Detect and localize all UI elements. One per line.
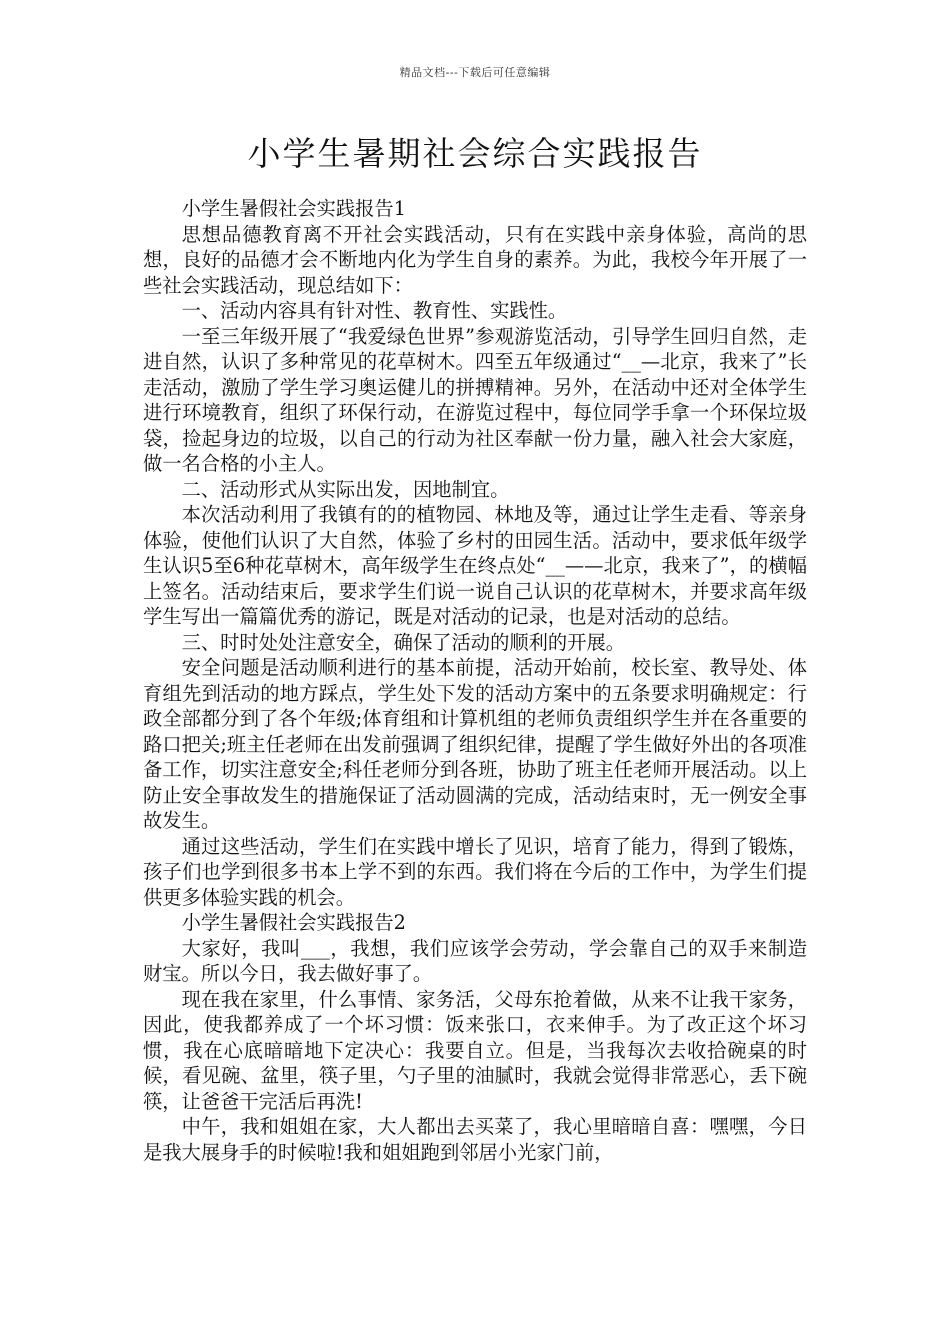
document-body xyxy=(143,196,807,1165)
body-paragraph: 安全问题是活动顺利进行的基本前提，活动开始前，校长室、教导处、体育组先到活动的地方踩点，学生处下发的活动方案中的五条要求明确规定：行政全部都分到了各个年级;体育组和计算机组的老师负责组织学生并在各重要的路口把关;班主任老师在出发前强调了组织纪律，提醒了学生做好外出的各项准备工作，切实注意安全;科任老师分到各班，协助了班主任老师开展活动。以上防止安全事故发生的措施保证了活动圆满的完成，活动结束时，无一例安全事故发生。 xyxy=(143,656,807,832)
section-heading: 二、活动形式从实际出发，因地制宜。 xyxy=(181,477,510,501)
body-paragraph: 本次活动利用了我镇有的的植物园、林地及等，通过让学生走看、等亲身体验，使他们认识了大自然，体验了乡村的田园生活。活动中，要求低年级学生认识5至6种花草树木，高年级学生在终点处“__——北京，我来了”，的横幅上签名。活动结束后，要求学生们说一说自己认识的花草树木，并要求高年级学生写出一篇篇优秀的游记，既是对活动的记录，也是对活动的总结。 xyxy=(143,503,807,628)
body-paragraph: 大家好，我叫___，我想，我们应该学会劳动，学会靠自己的双手来制造财宝。所以今日，我去做好事了。 xyxy=(143,936,807,985)
body-paragraph: 一至三年级开展了“我爱绿色世界”参观游览活动，引导学生回归自然，走进自然，认识了多种常见的花草树木。四至五年级通过“__—北京，我来了”长走活动，激励了学生学习奥运健儿的拼搏精神。另外，在活动中还对全体学生进行环境教育，组织了环保行动，在游览过程中，每位同学手拿一个环保垃圾袋，捡起身边的垃圾，以自己的行动为社区奉献一份力量，融入社会大家庭，做一名合格的小主人。 xyxy=(143,324,807,475)
body-paragraph: 思想品德教育离不开社会实践活动，只有在实践中亲身体验，高尚的思想，良好的品德才会不断地内化为学生自身的素养。为此，我校今年开展了一些社会实践活动，现总结如下： xyxy=(143,222,807,297)
body-paragraph: 现在我在家里，什么事情、家务活，父母东抢着做，从来不让我干家务，因此，使我都养成了一个坏习惯：饭来张口，衣来伸手。为了改正这个坏习惯，我在心底暗暗地下定决心：我要自立。但是，当我每次去收拾碗桌的时候，看见碗、盆里，筷子里，勺子里的油腻时，我就会觉得非常恶心，丢下碗筷，让爸爸干完活后再洗! xyxy=(143,987,807,1113)
section-heading: 一、活动内容具有针对性、教育性、实践性。 xyxy=(181,299,568,322)
header-note: 精品文档---下载后可任意编辑 xyxy=(399,66,551,79)
body-paragraph: 通过这些活动，学生们在实践中增长了见识，培育了能力，得到了锻炼，孩子们也学到很多书本上学不到的东西。我们将在今后的工作中，为学生们提供更多体验实践的机会。 xyxy=(143,834,807,909)
section-heading: 三、时时处处注意安全，确保了活动的顺利的开展。 xyxy=(181,630,626,654)
section-heading-report-1: 小学生暑假社会实践报告1 xyxy=(181,197,406,220)
section-heading-report-2: 小学生暑假社会实践报告2 xyxy=(181,911,406,934)
body-paragraph: 中午，我和姐姐在家，大人都出去买菜了，我心里暗暗自喜：嘿嘿，今日是我大展身手的时候啦!我和姐姐跑到邻居小光家门前， xyxy=(143,1115,807,1164)
document-title: 小学生暑期社会综合实践报告 xyxy=(247,134,703,173)
